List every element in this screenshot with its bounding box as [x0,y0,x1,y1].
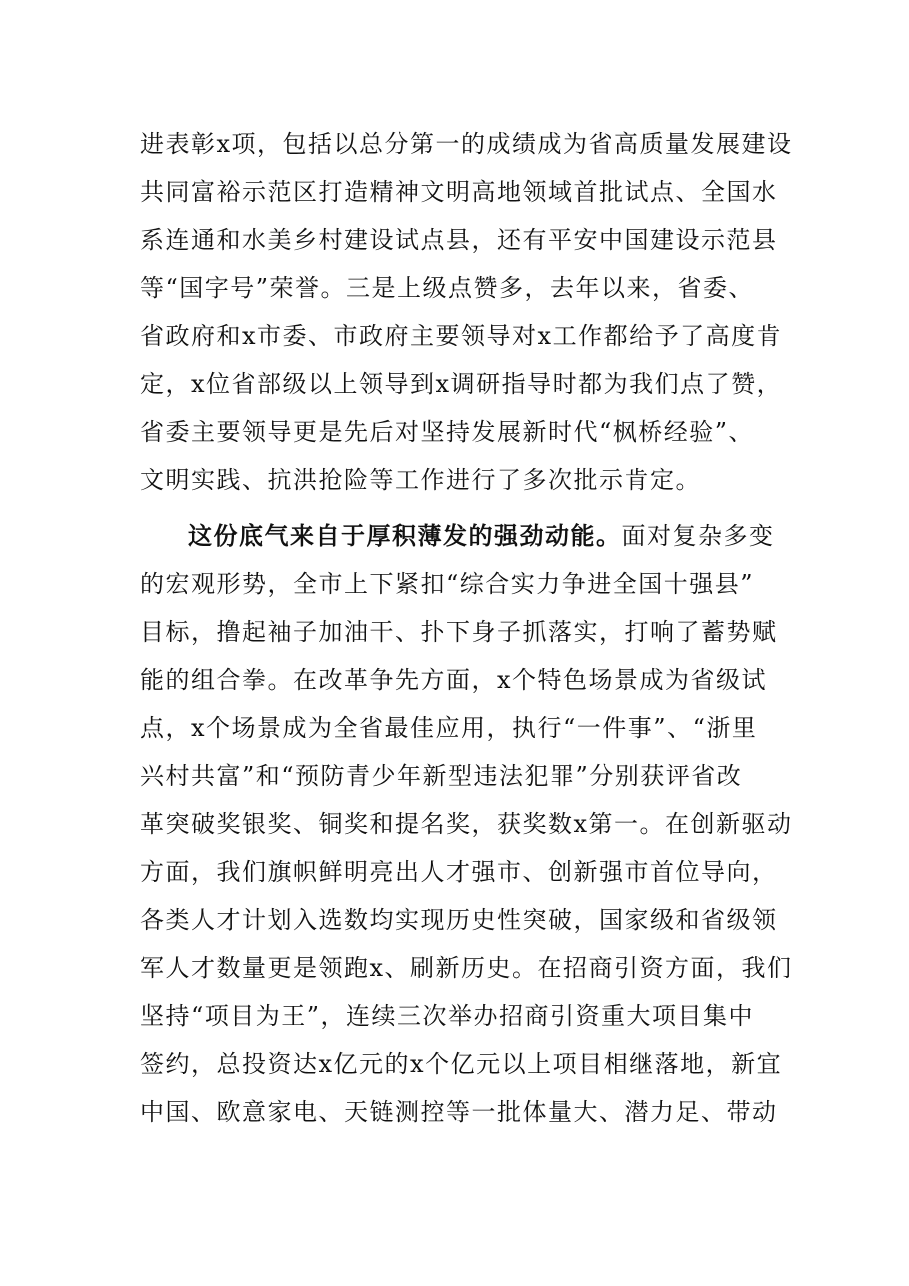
paragraph-2-first-line-rest: 面对复杂多变 [621,522,775,550]
paragraph-1-line: 定，x位省部级以上领导到x调研指导时都为我们点了赞， [140,370,783,398]
paragraph-1-line: 共同富裕示范区打造精神文明高地领域首批试点、全国水 [140,178,778,206]
paragraph-2 [140,512,793,1136]
paragraph-2-line: 方面，我们旗帜鲜明亮出人才强市、创新强市首位导向， [140,858,778,886]
paragraph-1-line: 文明实践、抗洪抢险等工作进行了多次批示肯定。 [140,466,701,494]
paragraph-2-line: 的宏观形势，全市上下紧扣“综合实力争进全国十强县” [140,570,755,598]
paragraph-2-line: 目标，撸起袖子加油干、扑下身子抓落实，打响了蓄势赋 [140,618,778,646]
paragraph-2-line: 签约，总投资达x亿元的x个亿元以上项目相继落地，新宜 [140,1050,783,1078]
paragraph-1-line: 等“国字号”荣誉。三是上级点赞多，去年以来，省委、 [140,274,755,302]
paragraph-2-line: 军人才数量更是领跑x、刷新历史。在招商引资方面，我们 [140,954,793,982]
paragraph-2-line: 能的组合拳。在改革争先方面，x个特色场景成为省级试 [140,666,768,694]
paragraph-2-line: 点，x个场景成为全省最佳应用，执行“一件事”、“浙里 [140,714,758,742]
paragraph-1-line: 系连通和水美乡村建设试点县，还有平安中国建设示范县 [140,226,778,254]
paragraph-2-line: 坚持“项目为王”，连续三次举办招商引资重大项目集中 [140,1002,755,1030]
paragraph-2-line: 兴村共富”和“预防青少年新型违法犯罪”分别获评省改 [140,762,743,790]
paragraph-1-line: 进表彰x项，包括以总分第一的成绩成为省高质量发展建设 [140,130,793,158]
paragraph-1-line: 省政府和x市委、市政府主要领导对x工作都给予了高度肯 [140,322,783,350]
paragraph-2-line: 中国、欧意家电、天链测控等一批体量大、潜力足、带动 [140,1098,778,1126]
paragraph-2-lead-sentence: 这份底气来自于厚积薄发的强劲动能。 [188,521,622,550]
paragraph-2-line: 革突破奖银奖、铜奖和提名奖，获奖数x第一。在创新驱动 [140,810,793,838]
paragraph-1 [140,120,793,504]
paragraph-2-line: 各类人才计划入选数均实现历史性突破，国家级和省级领 [140,906,778,934]
paragraph-2-first-line [140,512,780,560]
paragraph-1-line: 省委主要领导更是先后对坚持发展新时代“枫桥经验”、 [140,418,755,446]
